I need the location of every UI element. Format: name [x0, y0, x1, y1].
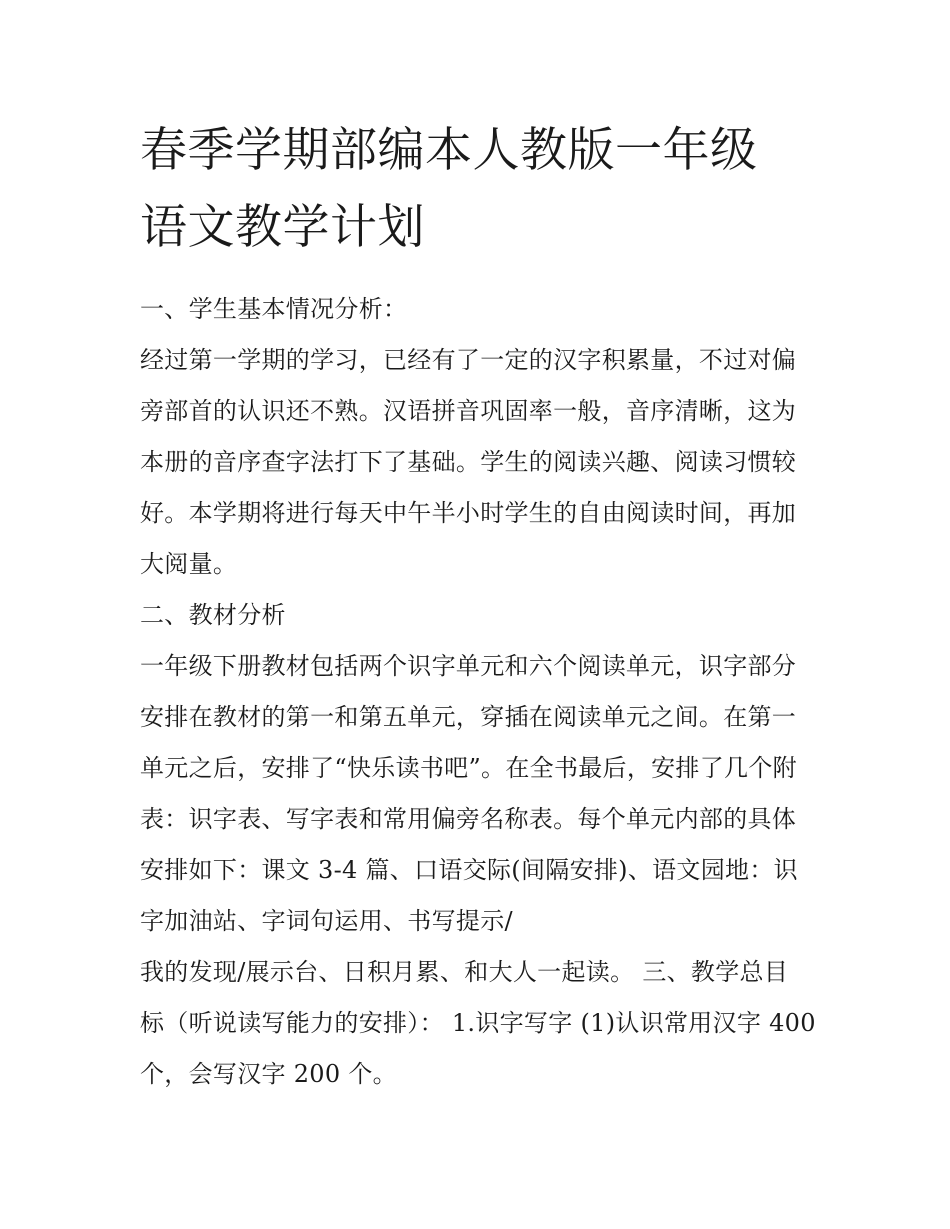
title-line: 语文教学计划	[140, 200, 425, 255]
text-line: 我的发现/展示台、日积月累、和大人一起读。 三、教学总目	[140, 958, 789, 986]
text-line: 表：识字表、写字表和常用偏旁名称表。每个单元内部的具体	[140, 805, 797, 833]
text-line: 标（听说读写能力的安排）： 1.识字写字 (1)认识常用汉字 400	[140, 1009, 816, 1037]
text-line: 经过第一学期的学习，已经有了一定的汉字积累量，不过对偏	[140, 346, 797, 374]
text-line: 单元之后，安排了“快乐读书吧”。在全书最后，安排了几个附	[140, 754, 797, 782]
document-title	[140, 112, 812, 266]
document-page	[140, 112, 816, 1100]
section-heading: 一、学生基本情况分析：	[140, 295, 408, 323]
document-body	[140, 284, 816, 1100]
text-line: 安排如下：课文 3-4 篇、口语交际(间隔安排)、语文园地：识	[140, 856, 798, 884]
text-line: 字加油站、字词句运用、书写提示/	[140, 907, 513, 935]
text-line: 好。本学期将进行每天中午半小时学生的自由阅读时间，再加	[140, 499, 797, 527]
title-line: 春季学期部编本人教版一年级	[140, 123, 758, 178]
text-line: 个，会写汉字 200 个。	[140, 1060, 397, 1088]
text-line: 一年级下册教材包括两个识字单元和六个阅读单元，识字部分	[140, 652, 797, 680]
section-heading: 二、教材分析	[140, 601, 286, 629]
text-line: 旁部首的认识还不熟。汉语拼音巩固率一般，音序清晰，这为	[140, 397, 797, 425]
text-line: 大阅量。	[140, 550, 238, 578]
text-line: 安排在教材的第一和第五单元，穿插在阅读单元之间。在第一	[140, 703, 797, 731]
text-line: 本册的音序查字法打下了基础。学生的阅读兴趣、阅读习惯较	[140, 448, 797, 476]
